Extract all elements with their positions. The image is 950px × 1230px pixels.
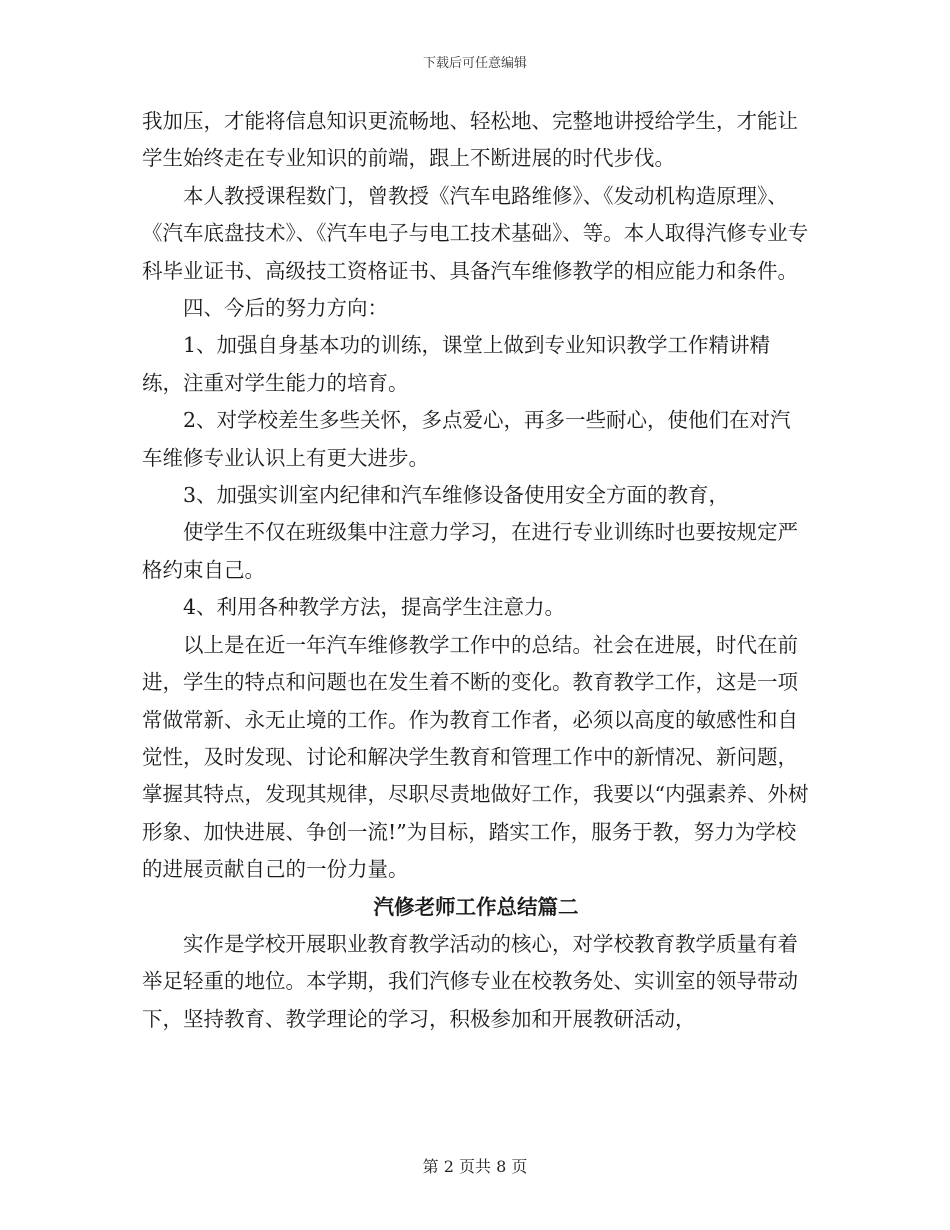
document-body	[142, 103, 810, 1038]
section-title: 汽修老师工作总结篇二	[373, 894, 579, 919]
paragraph-summary: 以上是在近一年汽车维修教学工作中的总结。社会在进展，时代在前进，学生的特点和问题也在发生着不断的变化。教育教学工作，这是一项常做常新、永无止境的工作。作为教育工作者，必须以高度的敏感性和自觉性，及时发现、讨论和解决学生教育和管理工作中的新情况、新问题，掌握其特点，发现其规律，尽职尽责地做好工作，我要以“内强素养、外树形象、加快进展、争创一流!”为目标，踏实工作，服务于教，努力为学校的进展贡献自己的一份力量。	[142, 632, 809, 882]
page-footer-number: 第 2 页共 8 页	[422, 1157, 528, 1176]
paragraph-item-1: 1、加强自身基本功的训练，课堂上做到专业知识教学工作精讲精练，注重对学生能力的培育。	[142, 333, 771, 395]
page-header-note: 下载后可任意编辑	[422, 56, 527, 71]
paragraph-item-3-cont: 使学生不仅在班级集中注意力学习，在进行专业训练时也要按规定严格约束自己。	[142, 520, 798, 582]
paragraph-item-2: 2、对学校差生多些关怀，多点爱心，再多一些耐心，使他们在对汽车维修专业认识上有更大进步。	[142, 408, 791, 470]
paragraph-section-two-intro: 实作是学校开展职业教育教学活动的核心，对学校教育教学质量有着举足轻重的地位。本学期，我们汽修专业在校教务处、实训室的领导带动下，坚持教育、教学理论的学习，积极参加和开展教研活动，	[142, 931, 798, 1031]
paragraph-item-3: 3、加强实训室内纪律和汽车维修设备使用安全方面的教育，	[183, 483, 730, 508]
paragraph-section-four: 四、今后的努力方向：	[183, 296, 388, 321]
paragraph-item-4: 4、利用各种教学方法，提高学生注意力。	[183, 595, 566, 620]
paragraph-continuation: 我加压，才能将信息知识更流畅地、轻松地、完整地讲授给学生，才能让学生始终走在专业知识的前端，跟上不断进展的时代步伐。	[142, 109, 798, 171]
paragraph-courses: 本人教授课程数门，曾教授《汽车电路维修》、《发动机构造原理》、《汽车底盘技术》、《汽车电子与电工技术基础》、等。本人取得汽修专业专科毕业证书、高级技工资格证书、具备汽车维修教学的相应能力和条件。	[142, 183, 809, 283]
